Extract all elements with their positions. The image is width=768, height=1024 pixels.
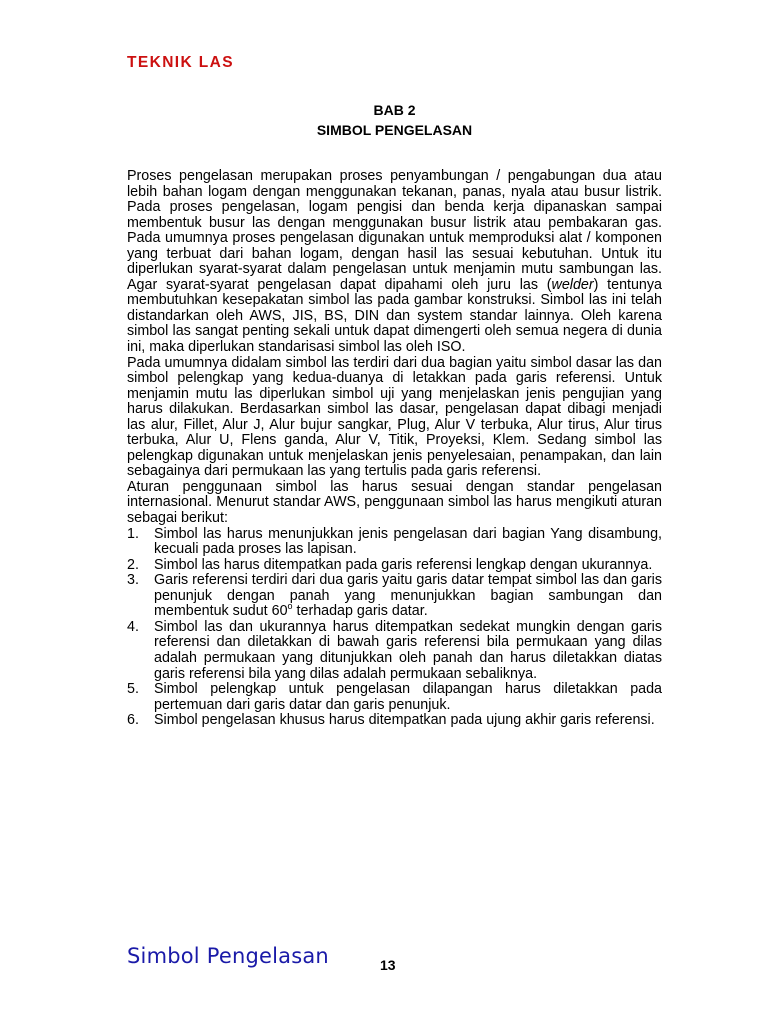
paragraph-intro-part-a: Proses pengelasan merupakan proses penyambungan / pengabungan dua atau lebih bahan logam dengan menggunakan tekanan, panas, nyala atau busur listrik. Pada proses pengelasan, logam pengisi dan benda kerja dipanaskan sampai membentuk busur las dengan menggunakan busur listrik atau pembakaran gas. Pada umumnya proses pengelasan digunakan untuk memproduksi alat / komponen yang terbuat dari bahan logam, dengan hasil las sesuai kebutuhan. Untuk itu diperlukan syarat-syarat dalam pengelasan untuk menjamin mutu sambungan las. Agar syarat-syarat pengelasan dapat dipahami oleh juru las (	[127, 168, 662, 293]
paragraph-symbol-parts: Pada umumnya didalam simbol las terdiri dari dua bagian yaitu simbol dasar las dan simbol pelengkap yang kedua-duanya di letakkan pada garis referensi. Untuk menjamin mutu las diperlukan simbol uji yang menjelaskan jenis pengujian yang harus dilakukan. Berdasarkan simbol las dasar, pengelasan dapat dibagi menjadi las alur, Fillet, Alur J, Alur bujur sangkar, Plug, Alur V terbuka, Alur tirus, Alur tirus terbuka, Alur U, Flens ganda, Alur V, Titik, Proyeksi, Klem. Sedang simbol las pelengkap digunakan untuk menjelaskan jenis penyelesaian, penampakan, dan lain sebagainya dari permukaan las yang tertulis pada garis referensi.	[127, 354, 662, 480]
chapter-heading	[127, 100, 662, 140]
list-item-number: 2.	[127, 556, 139, 573]
rules-list	[127, 527, 662, 729]
list-item-number: 4.	[127, 618, 139, 635]
list-item-text: Simbol pengelasan khusus harus ditempatkan pada ujung akhir garis referensi.	[154, 712, 655, 729]
list-item-text: Simbol las harus ditempatkan pada garis referensi lengkap dengan ukurannya.	[154, 556, 653, 573]
list-item-number: 5.	[127, 681, 139, 698]
list-item	[127, 620, 662, 682]
list-item-text-part-b: terhadap garis datar.	[292, 603, 428, 620]
list-item-text: Simbol pelengkap untuk pengelasan dilapangan harus diletakkan pada pertemuan dari garis datar dan garis penunjuk.	[154, 681, 662, 713]
list-item-number: 6.	[127, 712, 139, 729]
degree-superscript: o	[287, 601, 293, 612]
list-item	[127, 558, 662, 574]
welder-term: welder	[551, 276, 594, 293]
chapter-label: BAB 2	[373, 102, 416, 118]
list-item	[127, 713, 662, 729]
list-item-text: Simbol las harus menunjukkan jenis pengelasan dari bagian Yang disambung, kecuali pada proses las lapisan.	[154, 525, 662, 558]
list-item-number: 3.	[127, 572, 139, 589]
paragraph-intro-part-b: ) tentunya membutuhkan kesepakatan simbol las pada gambar konstruksi. Simbol las ini telah distandarkan oleh AWS, JIS, BS, DIN dan system standar lainnya. Oleh karena simbol las sangat penting sekali untuk dapat dimengerti oleh semua negera di dunia ini, maka diperlukan standarisasi simbol las oleh ISO.	[127, 276, 662, 356]
chapter-title: SIMBOL PENGELASAN	[316, 122, 473, 138]
list-item	[127, 682, 662, 713]
list-item	[127, 573, 662, 620]
paragraph-intro	[127, 169, 662, 356]
body-text	[127, 169, 662, 729]
paragraph-rules-intro: Aturan penggunaan simbol las harus sesuai dengan standar pengelasan internasional. Menurut standar AWS, penggunaan simbol las harus mengikuti aturan sebagai berikut:	[127, 478, 662, 527]
list-item	[127, 527, 662, 558]
running-footer-title: Simbol Pengelasan	[127, 944, 329, 968]
running-header-title: TEKNIK LAS	[127, 54, 234, 71]
list-item-number: 1.	[127, 525, 139, 542]
list-item-text: Simbol las dan ukurannya harus ditempatkan sedekat mungkin dengan garis referensi dan diletakkan di bawah garis referensi bila permukaan yang dilas adalah permukaan yang ditunjukkan oleh panah dan harus diletakkan diatas garis referensi bila yang dilas adalah permukaan sebaliknya.	[154, 618, 662, 682]
page-number: 13	[380, 957, 396, 973]
list-item-text-part-a: Garis referensi terdiri dari dua garis yaitu garis datar tempat simbol las dan garis penunjuk dengan panah yang menunjukkan bagian sambungan dan membentuk sudut 60	[154, 572, 662, 620]
